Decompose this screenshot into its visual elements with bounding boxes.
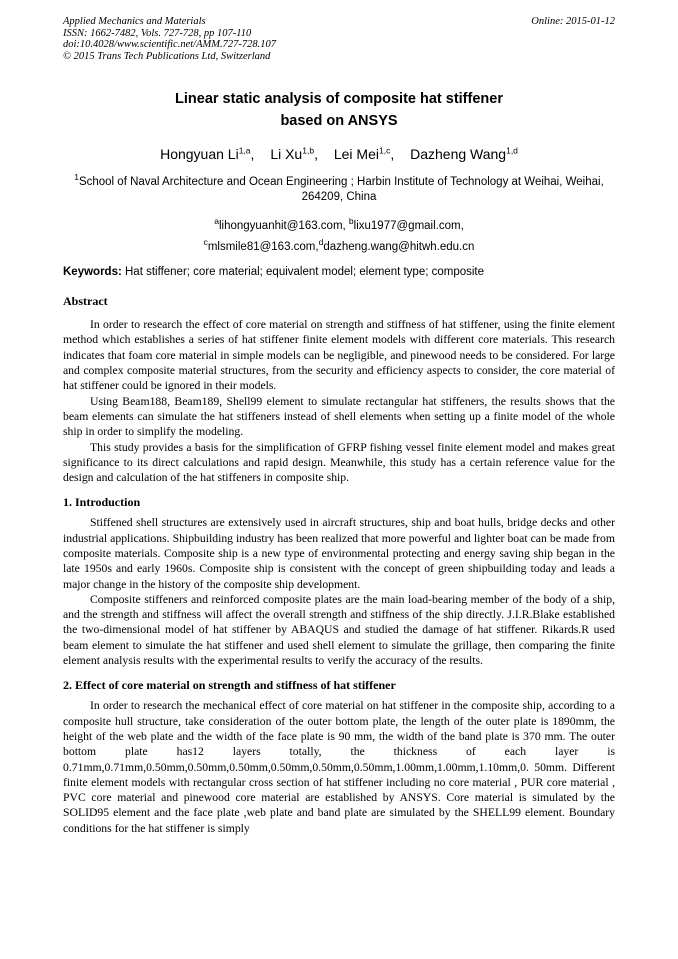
affiliation: $^1$School of Naval Architecture and Ocean Engineering ; Harbin Institute of Technology at Weihai, Weihai, 264209, China	[74, 171, 604, 204]
abstract-paragraph: Using Beam188, Beam189, Shell99 element to simulate rectangular hat stiffeners, the results shows that the beam elements can simulate the hat stiffeners instead of shell elements when setting up a finite model of the whole ship in order to simplify the modeling.	[63, 394, 615, 439]
section-heading-introduction: 1. Introduction	[63, 495, 141, 510]
body-paragraph: In order to research the mechanical effect of core material on hat stiffener in the composite ship, according to a composite hull structure, take consideration of the outer bottom plate, the length of the outer plate is 1890mm, the height of the web plate and the width of the face plate is 90 mm, the width of the band plate is 370 mm. The outer bottom plate has12 layers totally, the thickness of each layer is 0.71mm,0.71mm,0.50mm,0.50mm,0.50mm,0.50mm,0.50mm,0.50mm,1.00mm,1.00mm,1.10mm,0. 50mm. Different finite element models with rectangular cross section of hat stiffener including no core material , PUR core material , PVC core material and pinewood core material are established by ANSYS. Core material is simulated by the SOLID95 element and the face plate ,web plate and band plate are simulated by the SHELL99 element. Boundary conditions for the hat stiffener is simply	[63, 699, 615, 835]
keywords-text: Hat stiffener; core material; equivalent model; element type; composite	[121, 266, 485, 279]
doi-line: doi:10.4028/www.scientific.net/AMM.727-728.107	[63, 39, 276, 50]
journal-header	[63, 16, 615, 62]
email-link[interactable]: dazheng.wang@hitwh.edu.cn	[323, 241, 475, 254]
email-link[interactable]: lihongyuanhit@163.com,	[218, 220, 349, 233]
email-link[interactable]: lixu1977@gmail.com,	[353, 220, 464, 233]
title-line-1: Linear static analysis of composite hat stiffener	[175, 91, 503, 107]
email-line-2: $^c$mlsmile81@163.com,$^d$dazheng.wang@hitwh.edu.cn	[203, 237, 475, 254]
online-date: Online: 2015-01-12	[531, 16, 615, 27]
abstract-paragraph: In order to research the effect of core material on strength and stiffness of hat stiffener, using the finite element method which establishes a series of hat stiffener finite element models with different core materials. This research indicates that foam core material in simple models can be negligible, and pinewood needs to be considered. For large and complex composite material structures, from the security and efficiency aspects to consider, the core material of hat stiffener could be ignored in their models.	[63, 318, 615, 393]
author: Dazheng Wang$^{1,d}$	[410, 145, 518, 162]
body-paragraph: Stiffened shell structures are extensively used in aircraft structures, ship and boat hulls, bridge decks and other industrial applications. Shipbuilding industry has been realized that more powerful and lighter boat can be made from composite materials. Composite ship is a new type of environmental protecting and energy saving ship began in the late 1950s and early 1960s. Composite ship is consistent with the concept of green shipbuilding today and leads a major change in the history of the composite ship development.	[63, 516, 615, 591]
abstract-paragraph: This study provides a basis for the simplification of GFRP fishing vessel finite element model and makes great significance to its direct calculations and rapid design. Meanwhile, this study has a certain reference value for the design and calculation of the hat stiffeners in composite ship.	[63, 440, 615, 485]
keywords-label: Keywords:	[63, 266, 122, 279]
paper-title	[63, 88, 615, 132]
email-line-1: $^a$lihongyuanhit@163.com, $^b$lixu1977@gmail.com,	[214, 216, 464, 233]
author: Lei Mei$^{1,c}$,	[333, 145, 395, 162]
body-paragraph: Composite stiffeners and reinforced composite plates are the main load-bearing member of the body of a ship, and the strength and stiffness will affect the overall strength and stiffness of the ship directly. J.I.R.Blake established the two-dimensional model of hat stiffener by ABAQUS and studied the damage of hat stiffener. Rikards.R used beam element to simulate the hat stiffener and used shell element to simulate the grillage, then comparing the finite element analysis results with the experimental results to verify the accuracy of the results.	[63, 592, 615, 668]
journal-name: Applied Mechanics and Materials	[63, 16, 206, 27]
issn-line: ISSN: 1662-7482, Vols. 727-728, pp 107-110	[63, 27, 252, 39]
title-line-2: based on ANSYS	[280, 113, 398, 129]
keywords	[63, 265, 615, 280]
author-list	[63, 141, 615, 163]
email-link[interactable]: mlsmile81@163.com,	[207, 241, 319, 254]
copyright-line: © 2015 Trans Tech Publications Ltd, Switzerland	[63, 50, 271, 62]
section-heading-core-material: 2. Effect of core material on strength and stiffness of hat stiffener	[63, 678, 396, 693]
author: Li Xu$^{1,b}$,	[270, 145, 318, 162]
abstract-heading: Abstract	[63, 294, 108, 309]
author-emails	[63, 213, 615, 255]
author: Hongyuan Li$^{1,a}$,	[160, 145, 255, 162]
